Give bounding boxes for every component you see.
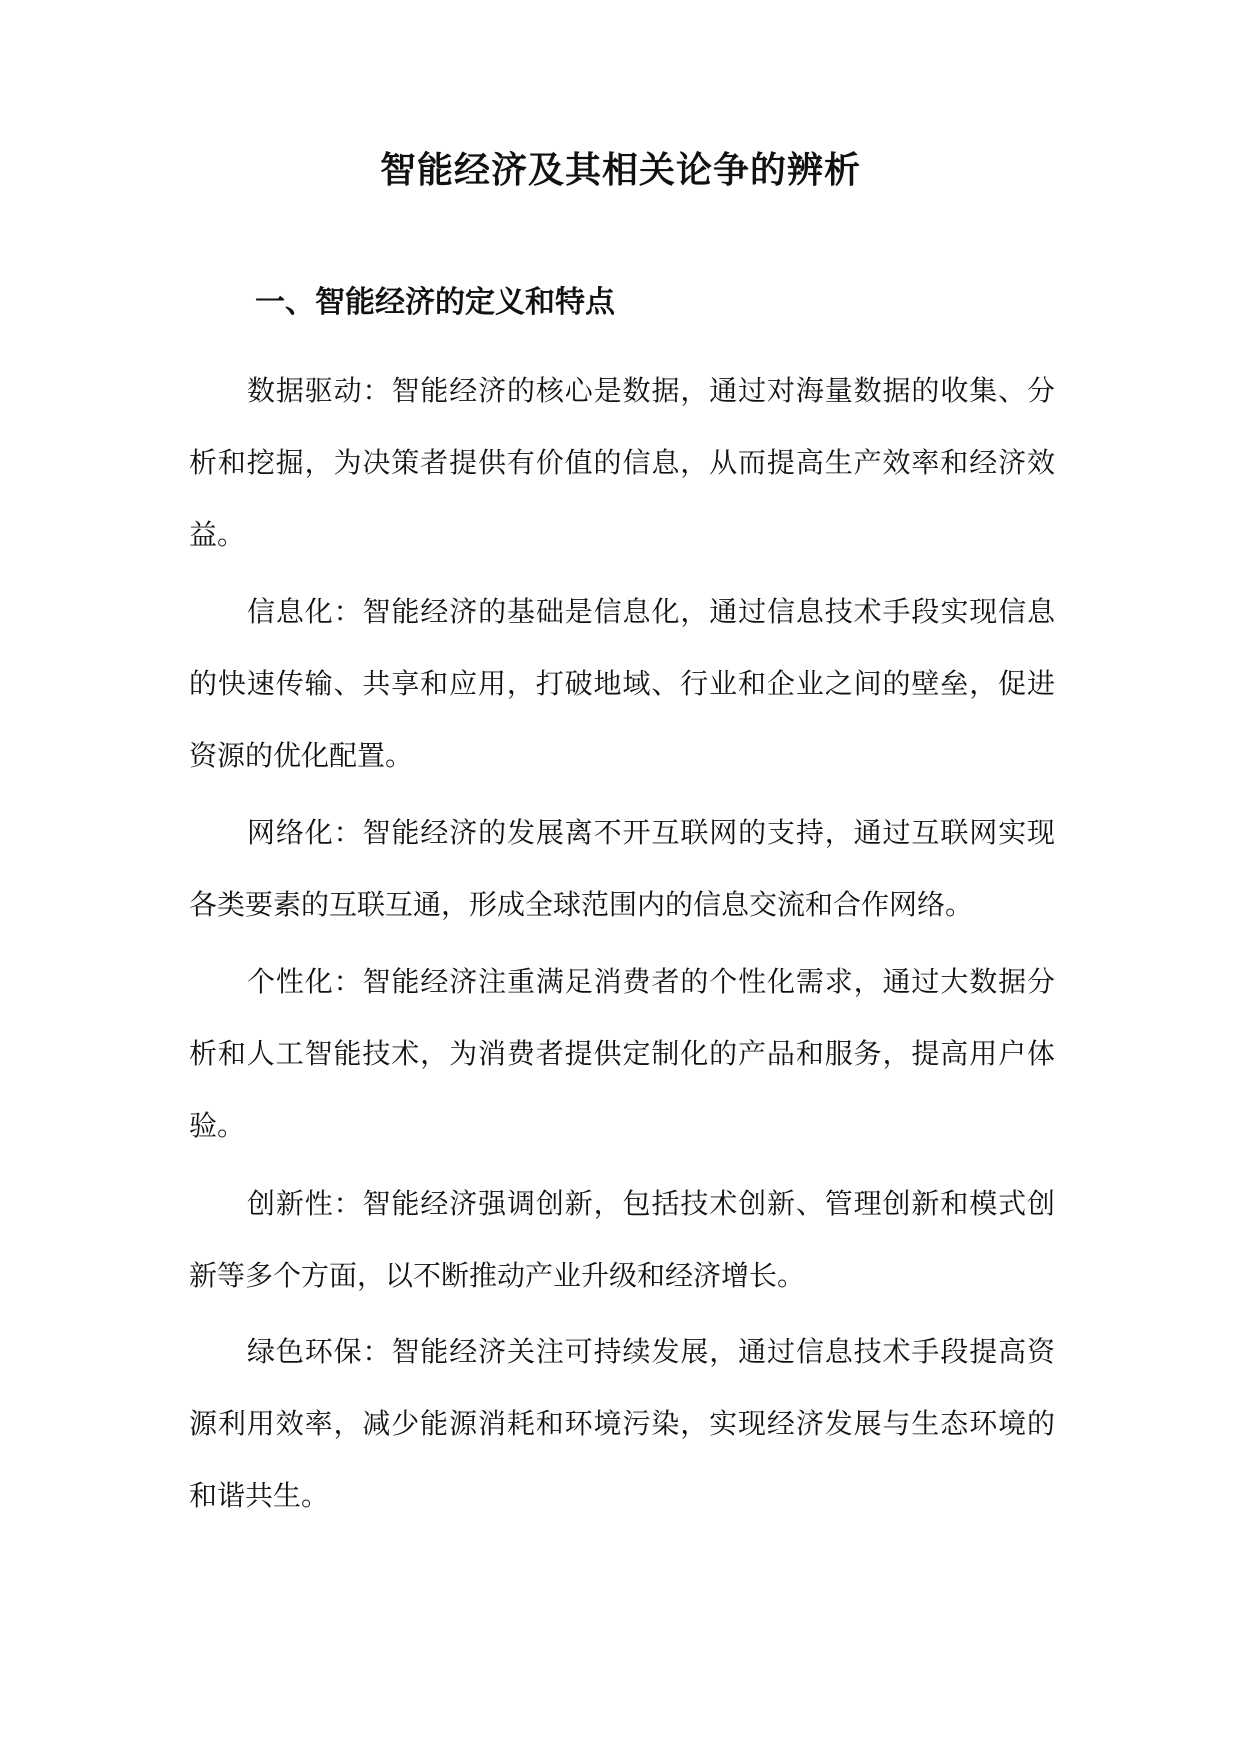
paragraph-green: 绿色环保：智能经济关注可持续发展，通过信息技术手段提高资源利用效率，减少能源消耗和环境污染，实现经济发展与生态环境的和谐共生。 <box>189 1335 1055 1512</box>
paragraph-networking: 网络化：智能经济的发展离不开互联网的支持，通过互联网实现各类要素的互联互通，形成全球范围内的信息交流和合作网络。 <box>189 816 1055 921</box>
section-heading: 一、智能经济的定义和特点 <box>255 285 615 320</box>
paragraph-informatization: 信息化：智能经济的基础是信息化，通过信息技术手段实现信息的快速传输、共享和应用，打破地域、行业和企业之间的壁垒，促进资源的优化配置。 <box>189 595 1055 772</box>
paragraph-personalization: 个性化：智能经济注重满足消费者的个性化需求，通过大数据分析和人工智能技术，为消费者提供定制化的产品和服务，提高用户体验。 <box>189 965 1055 1142</box>
paragraph-data-driven: 数据驱动：智能经济的核心是数据，通过对海量数据的收集、分析和挖掘，为决策者提供有价值的信息，从而提高生产效率和经济效益。 <box>189 374 1055 551</box>
document-title: 智能经济及其相关论争的辨析 <box>379 150 861 191</box>
paragraph-innovation: 创新性：智能经济强调创新，包括技术创新、管理创新和模式创新等多个方面，以不断推动产业升级和经济增长。 <box>189 1187 1055 1292</box>
